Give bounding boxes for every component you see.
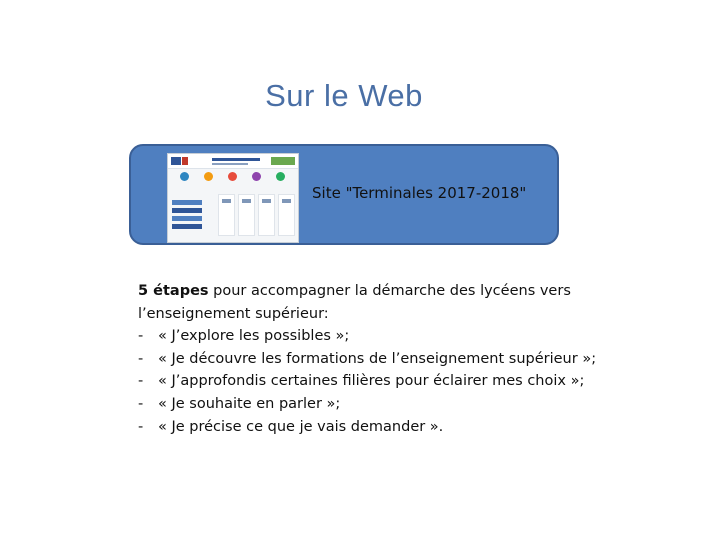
website-banner[interactable] [129,144,559,245]
list-item: - « J’explore les possibles »; [138,328,350,345]
thumbnail-title-bar [212,158,260,161]
sidebar-link [172,224,202,229]
step-circle-icon [228,172,237,181]
intro-rest: pour accompagner la démarche des lycéens vers [208,283,571,299]
list-item: - « J’approfondis certaines filières pour éclairer mes choix »; [138,373,585,390]
content-card [218,194,235,236]
content-card [278,194,295,236]
body-text [138,280,698,438]
thumbnail-subtitle-bar [212,163,248,165]
intro-line-2: l’enseignement supérieur: [138,305,329,322]
list-item: - « Je précise ce que je vais demander ». [138,418,444,435]
sidebar-link [172,216,202,221]
step-circle-icon [180,172,189,181]
step-circle-icon [204,172,213,181]
step-circle-icon [276,172,285,181]
ministry-logo-icon [171,157,181,165]
content-card [238,194,255,236]
step-circle-icon [252,172,261,181]
content-card [258,194,275,236]
site-caption[interactable]: Site "Terminales 2017-2018" [312,184,527,202]
list-item: - « Je souhaite en parler »; [138,395,341,412]
flag-icon [182,157,188,165]
sidebar-link [172,200,202,205]
thumbnail-button [271,157,295,165]
website-screenshot-thumbnail[interactable] [167,153,299,243]
slide-title: Sur le Web [265,78,423,113]
thumbnail-header [168,154,298,169]
intro-line [138,280,698,303]
list-item: - « Je découvre les formations de l’enseignement supérieur »; [138,350,597,367]
sidebar-link [172,208,202,213]
intro-bold: 5 étapes [138,283,209,299]
